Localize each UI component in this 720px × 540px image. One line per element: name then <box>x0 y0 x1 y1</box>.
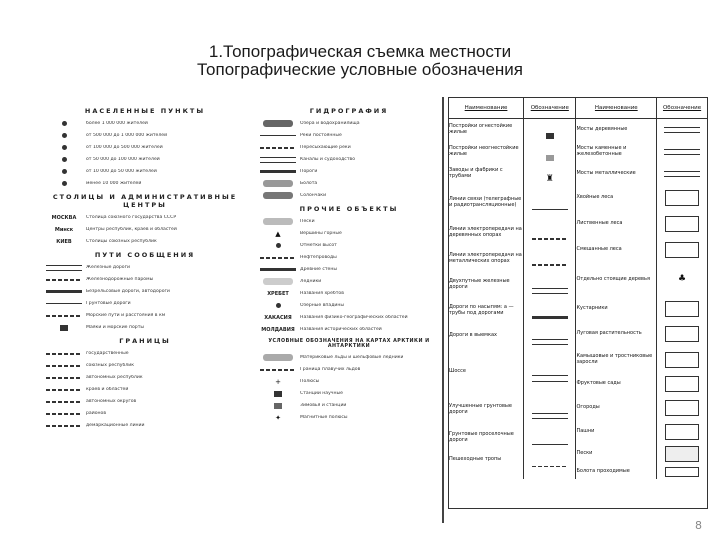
legend-row: Озера и водохранилища <box>256 118 442 129</box>
table-cell: Хвойные леса <box>576 194 614 201</box>
peak-icon: ▲ <box>275 229 281 238</box>
legend-column-right <box>256 103 442 424</box>
col-header-symbol: Обозначение <box>657 98 707 119</box>
legend-column-left <box>42 103 248 432</box>
slide-subtitle: Топографические условные обозначения <box>197 60 523 79</box>
border-icon <box>46 365 82 367</box>
legend-row: Железнодорожные паромы <box>42 274 248 285</box>
legend-row: Ледники <box>256 276 442 287</box>
legend-row: Грунтовые дороги <box>42 298 248 309</box>
winter-camp-icon <box>274 403 282 409</box>
table-cell: Линии связи (телеграфные и радиотрансляционные) <box>449 196 522 208</box>
table-cell: Отдельно стоящие деревья <box>576 276 650 283</box>
legend-row: союзных республик <box>42 360 248 371</box>
railway-icon <box>46 265 82 271</box>
section-heading-arctic: УСЛОВНЫЕ ОБОЗНАЧЕНИЯ НА КАРТАХ АРКТИКИ И АНТАРКТИКИ <box>268 339 430 349</box>
legend-row: от 500 000 до 1 000 000 жителей <box>42 130 248 141</box>
settlement-icon <box>62 157 67 162</box>
table-cell: Мосты каменные и железобетонные <box>576 145 627 157</box>
section-heading-capitals: СТОЛИЦЫ И АДМИНИСТРАТИВНЫЕ ЦЕНТРЫ <box>52 193 238 209</box>
legend-row: Безрельсовые дороги, автодороги <box>42 286 248 297</box>
legend-row: Пески <box>256 216 442 227</box>
legend-row: автономных республик <box>42 372 248 383</box>
conifer-forest-icon <box>665 190 699 206</box>
swamp-icon <box>263 180 293 187</box>
border-icon <box>46 401 82 403</box>
power-line-metal-icon <box>532 264 568 266</box>
legend-row: менее 10 000 жителей <box>42 178 248 189</box>
improved-road-icon <box>532 413 568 419</box>
legend-row: более 1 000 000 жителей <box>42 118 248 129</box>
rapids-icon <box>260 170 296 173</box>
section-heading-settlements: НАСЕЛЕННЫЕ ПУНКТЫ <box>84 107 206 115</box>
legend-row: демаркационные линии <box>42 420 248 431</box>
border-icon <box>46 353 82 355</box>
metal-bridge-icon <box>664 171 700 177</box>
settlement-icon <box>62 181 67 186</box>
table-cell: Пашни <box>576 428 595 435</box>
canal-icon <box>260 157 296 163</box>
table-cell: Кустарники <box>576 305 608 312</box>
swamp-icon <box>665 467 699 477</box>
table-cell: Линии электропередачи на металлических опорах <box>449 252 522 264</box>
farmland-icon <box>665 424 699 440</box>
table-cell: Двухпутные железные дороги <box>449 278 510 290</box>
legend-row: Пересыхающие реки <box>256 142 442 153</box>
sand-icon <box>263 218 293 225</box>
legend-row: Морские пути и расстояния в км <box>42 310 248 321</box>
table-cell: Улучшенные грунтовые дороги <box>449 403 512 415</box>
table-cell: Грунтовые проселочные дороги <box>449 431 514 443</box>
legend-row: ХРЕБЕТ Названия хребтов <box>267 290 344 297</box>
legend-row: Озерные впадины <box>256 300 442 311</box>
legend-row: Болота <box>256 178 442 189</box>
deciduous-forest-icon <box>665 216 699 232</box>
stone-bridge-icon <box>664 149 700 155</box>
slide-title: 1.Топографическая съемка местности <box>208 42 512 61</box>
station-icon <box>274 391 282 397</box>
fireproof-building-icon <box>546 133 554 139</box>
telegraph-line-icon <box>532 209 568 210</box>
legend-row: от 10 000 до 50 000 жителей <box>42 166 248 177</box>
pipeline-icon <box>260 257 296 259</box>
mixed-forest-icon <box>665 242 699 258</box>
legend-row: ХАКАСИЯ Названия физико-географических областей <box>264 314 408 321</box>
power-line-icon <box>532 238 568 240</box>
table-cell: Заводы и фабрики с трубами <box>449 167 503 179</box>
settlement-icon <box>62 169 67 174</box>
symbols-table <box>448 97 708 509</box>
table-cell: Дороги по насыпям: а — трубы под дорогами <box>449 304 514 316</box>
table-cell: Постройки огнестойкие жилые <box>449 123 513 135</box>
legend-row: Железные дороги <box>42 262 248 273</box>
settlement-icon <box>62 121 67 126</box>
wooden-building-icon <box>546 155 554 161</box>
col-header-name: Наименование <box>576 98 657 119</box>
table-cell: Пешеходные тропы <box>449 456 502 463</box>
single-tree-icon: ♣ <box>678 274 687 285</box>
legend-row: краев и областей <box>42 384 248 395</box>
legend-row: ▲ Вершины горные <box>275 229 342 238</box>
table-cell: Смешанные леса <box>576 246 622 253</box>
settlement-icon <box>62 145 67 150</box>
road-icon <box>46 290 82 293</box>
table-cell: Лиственные леса <box>576 220 623 227</box>
table-cell: Мосты металлические <box>576 170 636 177</box>
table-cell: Постройки неогнестойкие жилые <box>449 145 519 157</box>
table-cell: Фруктовые сады <box>576 380 621 387</box>
table-cell: Пески <box>576 450 593 457</box>
section-heading-roads: ПУТИ СООБЩЕНИЯ <box>94 251 196 259</box>
port-icon <box>60 325 68 331</box>
factory-icon: ♜ <box>545 174 554 185</box>
legend-row: Материковые льды и шельфовые ледники <box>256 352 442 363</box>
col-header-symbol: Обозначение <box>524 98 576 119</box>
legend-row: Пороги <box>256 166 442 177</box>
legend-row: районов <box>42 408 248 419</box>
legend-row: МОЛДАВИЯ Названия исторических областей <box>261 326 382 333</box>
legend-row: КИЕВ Столицы союзных республик <box>56 238 157 245</box>
legend-row: + Полюсы <box>275 377 320 386</box>
section-heading-other: ПРОЧИЕ ОБЪЕКТЫ <box>299 205 399 213</box>
legend-row: Минск Центры республик, краев и областей <box>54 226 177 233</box>
depression-icon <box>276 303 281 308</box>
ice-sheet-icon <box>263 354 293 361</box>
ice-limit-icon <box>260 369 296 371</box>
highway-icon <box>532 375 568 382</box>
legend-row: Нефтепроводы <box>256 252 442 263</box>
table-cell: Дороги в выемках <box>449 332 497 339</box>
settlement-icon <box>62 133 67 138</box>
glacier-icon <box>263 278 293 285</box>
magnetic-pole-icon: ✦ <box>275 413 281 422</box>
meadow-icon <box>665 326 699 342</box>
legend-row: ✦ Магнитные полюсы <box>275 413 348 422</box>
border-icon <box>46 425 82 427</box>
table-cell: Шоссе <box>449 368 466 375</box>
table-cell: Линии электропередачи на деревянных опорах <box>449 226 522 238</box>
border-icon <box>46 389 82 391</box>
wooden-bridge-icon <box>664 127 700 133</box>
legend-row: Древние стены <box>256 264 442 275</box>
orchard-icon <box>665 376 699 392</box>
embankment-road-icon <box>532 316 568 319</box>
table-cell: Камышовые и тростниковые заросли <box>576 353 653 365</box>
col-header-name: Наименование <box>449 98 524 119</box>
wall-icon <box>260 268 296 271</box>
legend-row: от 50 000 до 100 000 жителей <box>42 154 248 165</box>
footpath-icon <box>532 466 568 467</box>
legend-row: государственные <box>42 348 248 359</box>
legend-row: Каналы и судоходство <box>256 154 442 165</box>
dirt-road-icon <box>532 444 568 445</box>
cut-road-icon <box>532 339 568 345</box>
reed-icon <box>665 352 699 368</box>
pole-icon: + <box>275 377 281 386</box>
section-heading-hydro: ГИДРОГРАФИЯ <box>309 107 389 115</box>
elevation-icon <box>276 243 281 248</box>
ferry-icon <box>46 279 82 281</box>
legend-row: Реки постоянные <box>256 130 442 141</box>
river-icon <box>260 135 296 136</box>
table-cell: Мосты деревянные <box>576 126 628 133</box>
double-railway-icon <box>532 288 568 294</box>
page-number: 8 <box>695 519 702 532</box>
sea-route-icon <box>46 315 82 317</box>
legend-row: автономных округов <box>42 396 248 407</box>
legend-row: от 100 000 до 500 000 жителей <box>42 142 248 153</box>
legend-row: Отметки высот <box>256 240 442 251</box>
garden-icon <box>665 400 699 416</box>
legend-row: МОСКВА Столица союзного государства СССР <box>51 214 177 221</box>
legend-row: Маяки и морские порты <box>42 322 248 333</box>
border-icon <box>46 377 82 379</box>
dry-river-icon <box>260 147 296 149</box>
scanned-legend-image <box>8 97 708 537</box>
table-cell: Луговая растительность <box>576 330 642 337</box>
legend-row: Граница плавучих льдов <box>256 364 442 375</box>
shrub-icon <box>665 301 699 317</box>
legend-row: Солончаки <box>256 190 442 201</box>
sand-icon <box>665 446 699 462</box>
legend-row: Станции научные <box>256 388 442 399</box>
lake-icon <box>263 120 293 127</box>
map-legend <box>8 97 444 523</box>
dirt-road-icon <box>46 303 82 304</box>
salt-marsh-icon <box>263 192 293 199</box>
border-icon <box>46 413 82 415</box>
section-heading-borders: ГРАНИЦЫ <box>119 337 171 345</box>
table-cell: Болота проходимые <box>576 468 630 475</box>
legend-row: Зимовья и станции <box>256 400 442 411</box>
table-cell: Огороды <box>576 404 600 411</box>
